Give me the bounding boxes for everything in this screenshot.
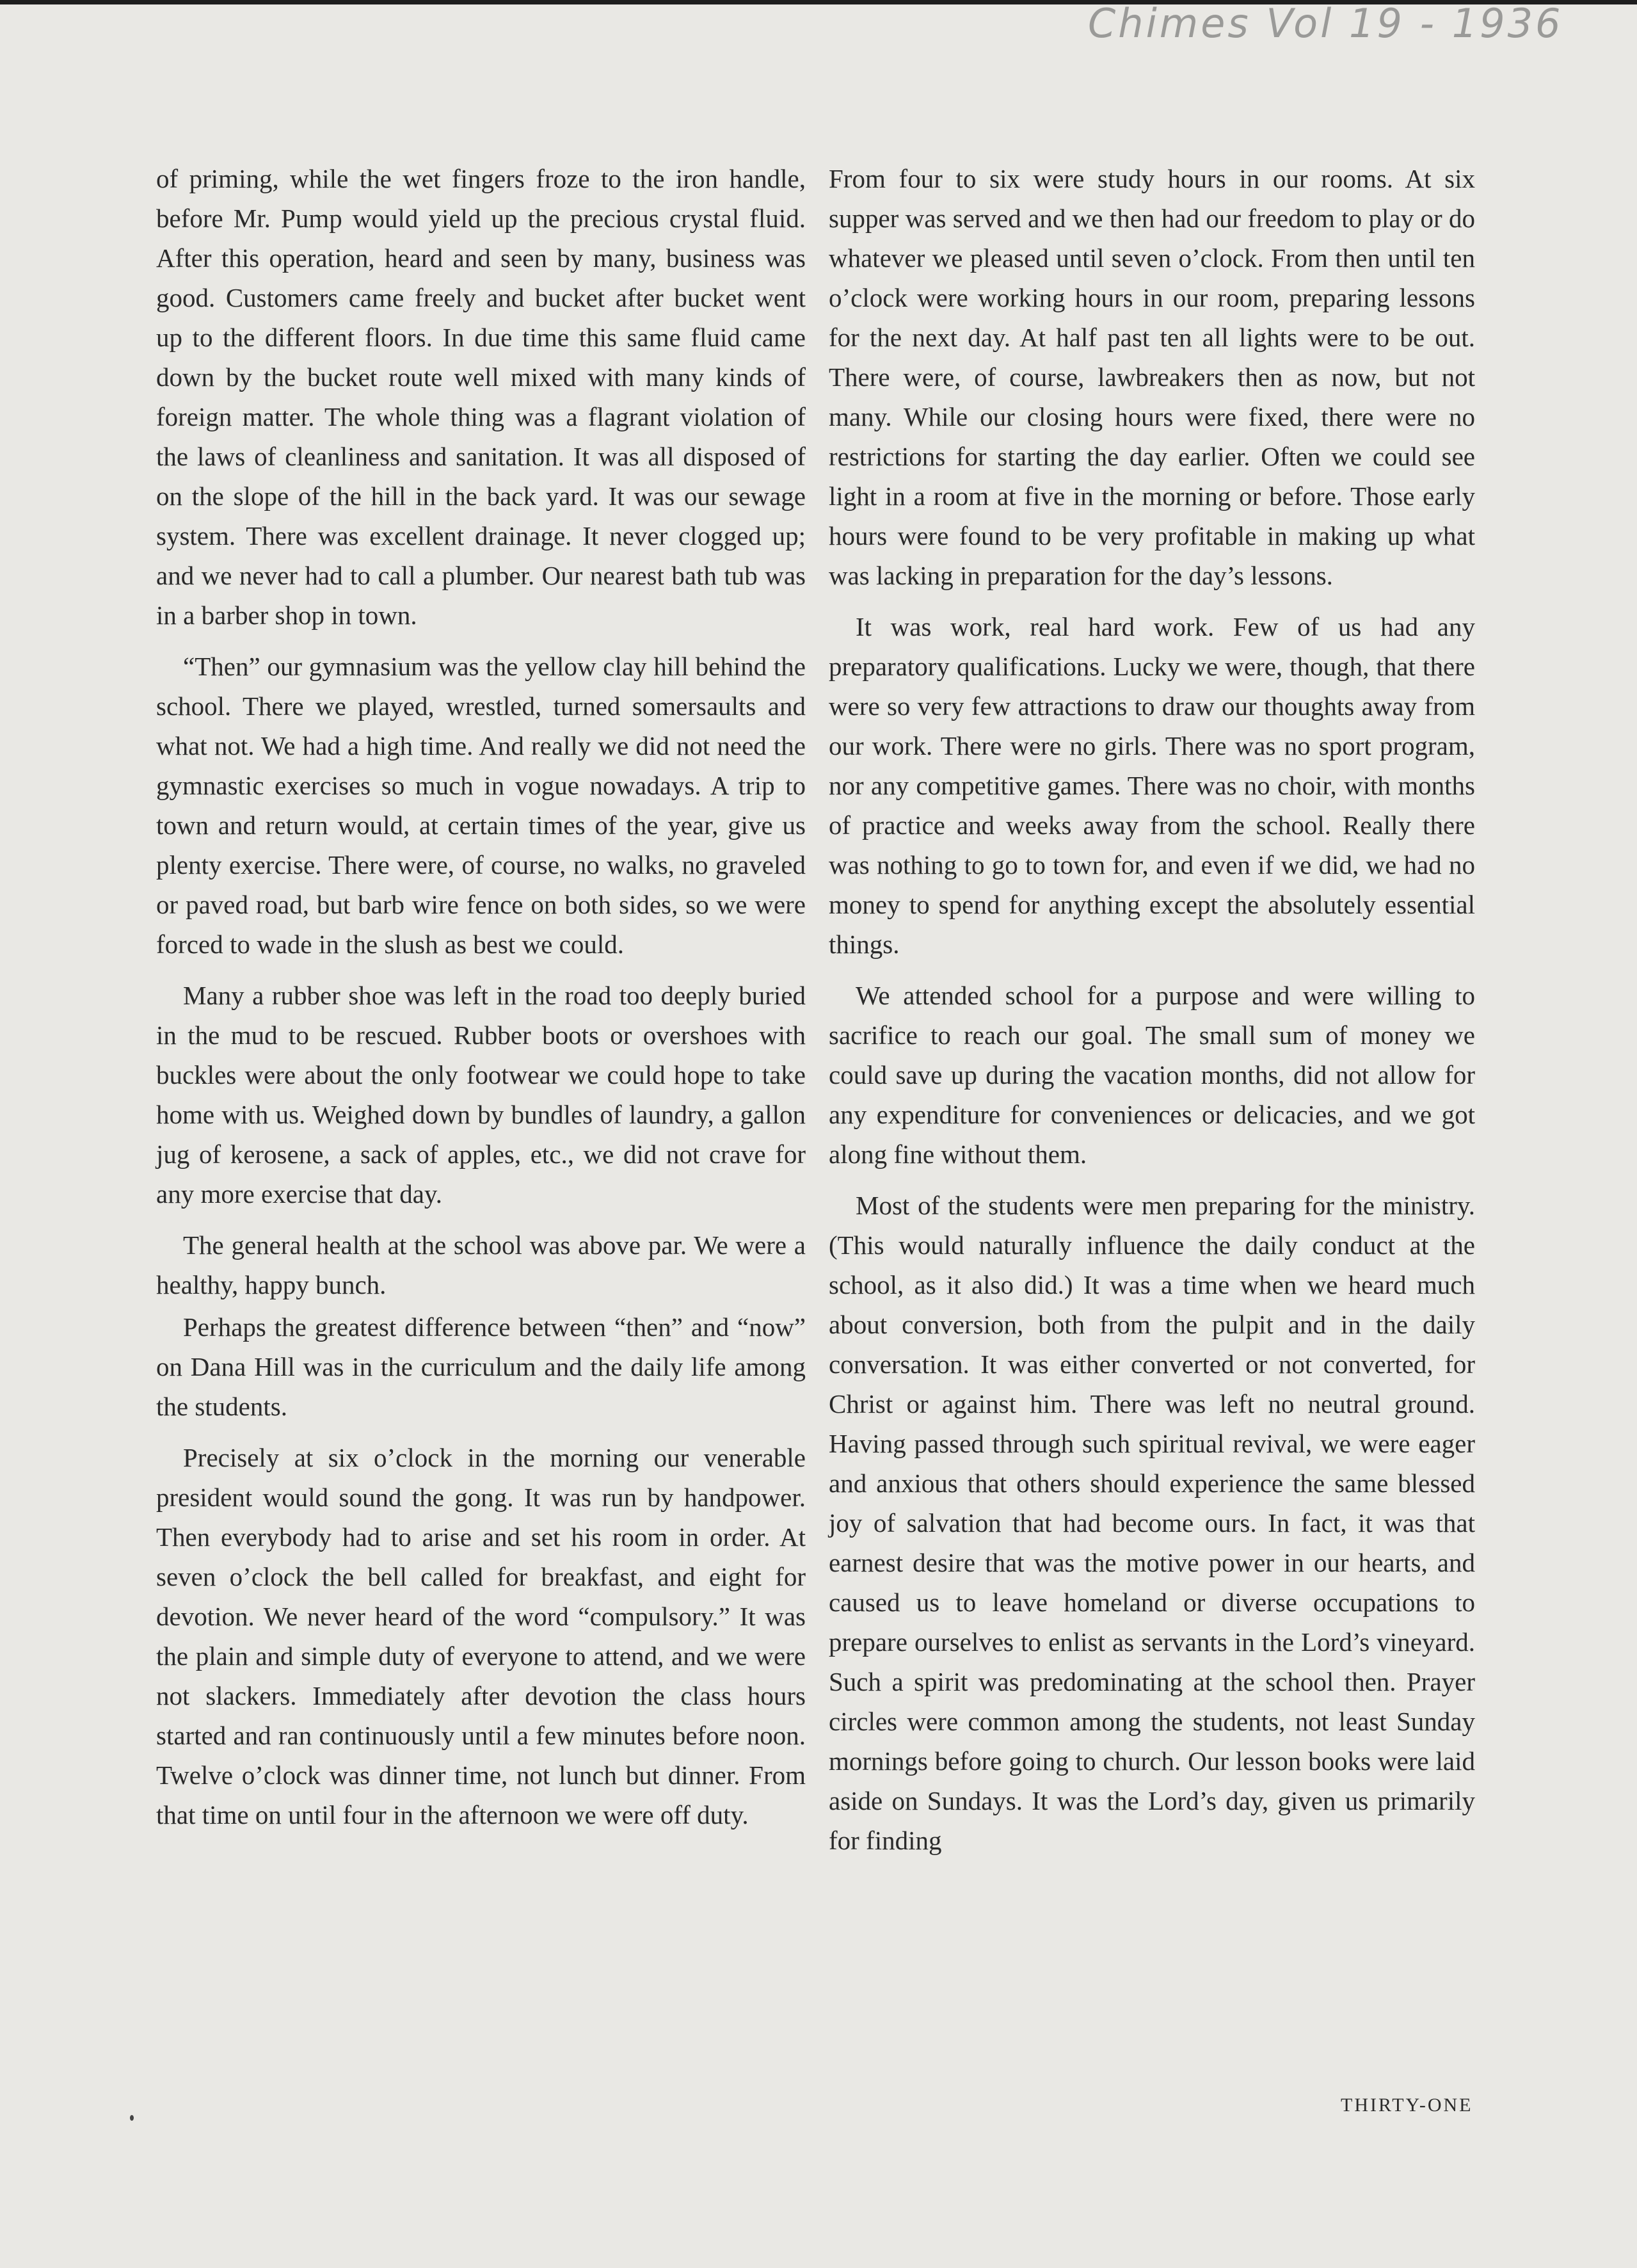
paragraph: From four to six were study hours in our rooms. At six supper was served and we then had our freedom to play or do whatever we pleased until seven o’clock. From then until ten o’clock were working hours in our room, preparing lessons for the next day. At half past ten all lights were to be out. There were, of course, lawbreakers then as now, but not many. While our closing hours were fixed, there were no restrictions for starting the day earlier. Often we could see light in a room at five in the morning or before. Those early hours were found to be very profitable in making up what was lacking in preparation for the day’s lessons. (829, 164, 1475, 590)
handwritten-annotation: Chimes Vol 19 - 1936 (1088, 0, 1563, 47)
paragraph: Precisely at six o’clock in the morning our venerable president would sound the gong. It was run by handpower. Then everybody had to arise and set his room in order. At seven o’clock the bell called for breakfast, and eight for devotion. We never heard of the word “compulsory.” It was the plain and simple duty of everyone to attend, and we were not slackers. Immediately after devotion the class hours started and ran continuously until a few minutes before noon. Twelve o’clock was dinner time, not lunch but dinner. From that time on until four in the afternoon we were off duty. (156, 1443, 806, 1830)
page-number: THIRTY-ONE (1341, 2095, 1473, 2116)
paragraph: Perhaps the greatest difference between “then” and “now” on Dana Hill was in the curriculum and the daily life among the students. (156, 1312, 806, 1421)
paragraph: Most of the students were men preparing for the ministry. (This would naturally influence the daily conduct at the school, as it also did.) It was a time when we heard much about conversion, both from the pulpit and in the daily conversation. It was either converted or not converted, for Christ or against him. There was left no neutral ground. Having passed through such spiritual revival, we were eager and anxious that others should experience the same blessed joy of salvation that had become ours. In fact, it was that earnest desire that was the motive power in our hearts, and caused us to leave homeland or diverse occupations to prepare ourselves to enlist as servants in the Lord’s vineyard. Such a spirit was predominating at the school then. Prayer circles were common among the students, not least Sunday mornings before going to church. Our lesson books were laid aside on Sundays. It was the Lord’s day, given us primarily for finding (829, 1191, 1475, 1855)
paragraph: “Then” our gymnasium was the yellow clay hill behind the school. There we played, wrestled, turned somersaults and what not. We had a high time. And really we did not need the gymnastic exercises so much in vogue nowadays. A trip to town and return would, at certain times of the year, give us plenty exercise. There were, of course, no walks, no graveled or paved road, but barb wire fence on both sides, so we were forced to wade in the slush as best we could. (156, 652, 806, 959)
paragraph: Many a rubber shoe was left in the road too deeply buried in the mud to be rescued. Rubber boots or overshoes with buckles were about the only footwear we could hope to take home with us. Weighed down by bundles of laundry, a gallon jug of kerosene, a sack of apples, etc., we did not crave for any more exercise that day. (156, 981, 806, 1209)
left-column (156, 159, 806, 1846)
paragraph: It was work, real hard work. Few of us had any preparatory qualifications. Lucky we were, though, that there were so very few attractions to draw our thoughts away from our work. There were no girls. There was no sport program, nor any competitive games. There was no choir, with months of practice and weeks away from the school. Really there was nothing to go to town for, and even if we did, we had no money to spend for anything except the absolutely essential things. (829, 612, 1475, 959)
paragraph: We attended school for a purpose and were willing to sacrifice to reach our goal. The small sum of money we could save up during the vacation months, did not allow for any expenditure for conveniences or delicacies, and we got along fine without them. (829, 981, 1475, 1169)
right-column (829, 159, 1475, 1872)
paragraph: The general health at the school was above par. We were a healthy, happy bunch. (156, 1230, 806, 1299)
paragraph: of priming, while the wet fingers froze to the iron handle, before Mr. Pump would yield up the precious crystal fluid. After this operation, heard and seen by many, business was good. Customers came freely and bucket after bucket went up to the different floors. In due time this same fluid came down by the bucket route well mixed with many kinds of foreign matter. The whole thing was a flagrant violation of the laws of cleanliness and sanitation. It was all disposed of on the slope of the hill in the back yard. It was our sewage system. There was excellent drainage. It never clogged up; and we never had to call a plumber. Our nearest bath tub was in a barber shop in town. (156, 164, 806, 630)
paper-speck (130, 2115, 134, 2121)
